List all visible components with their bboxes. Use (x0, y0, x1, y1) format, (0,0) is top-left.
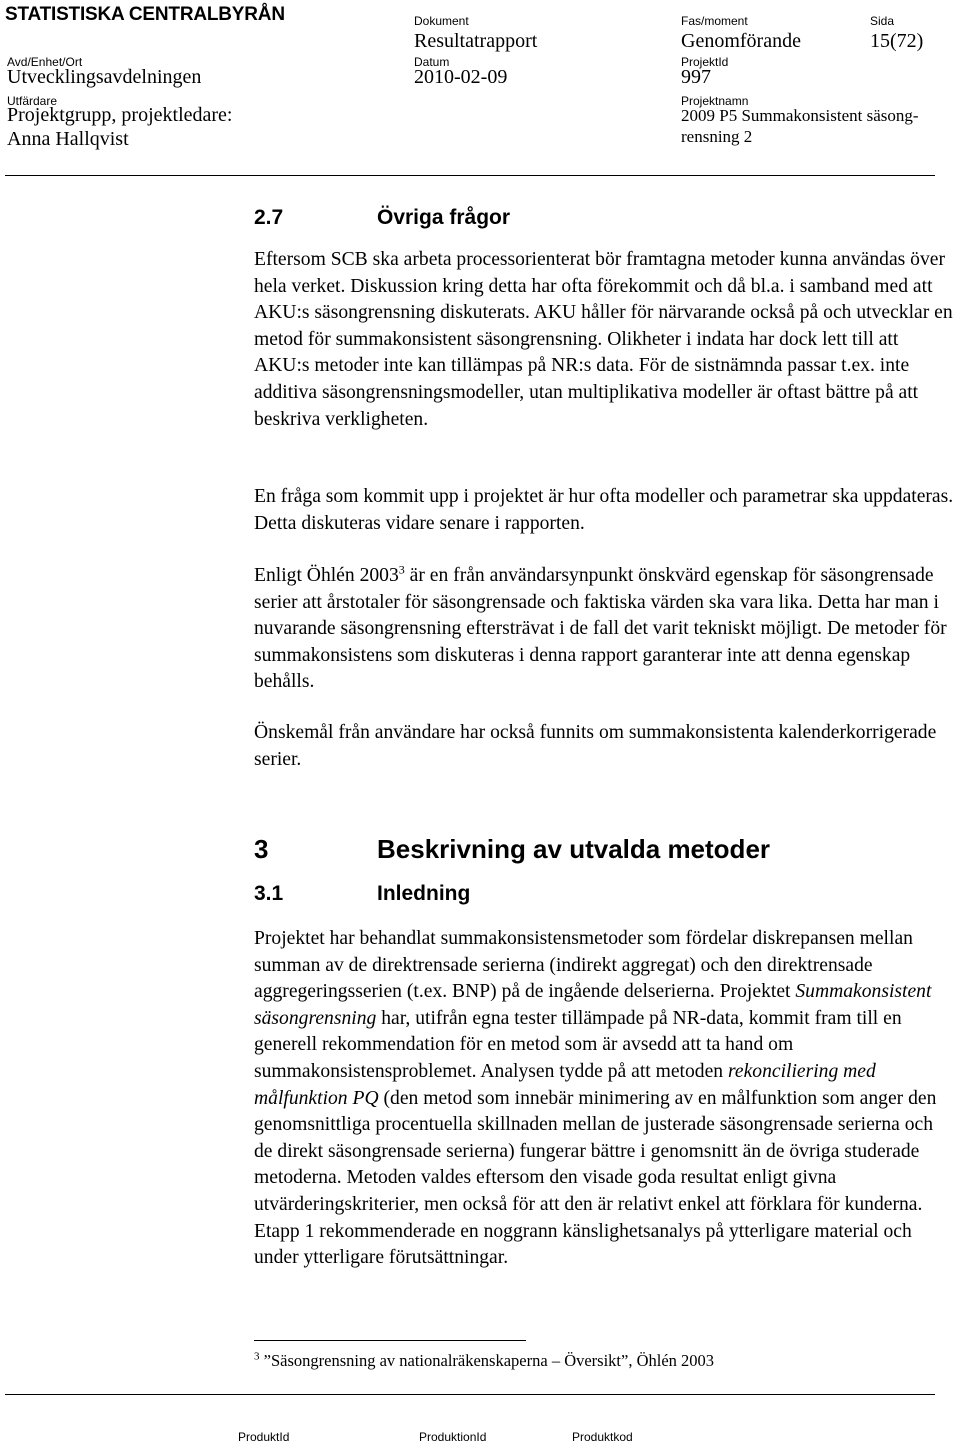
utfardare-label: Utfärdare (7, 94, 58, 108)
header-divider (5, 175, 935, 176)
footnote-number: 3 (254, 1350, 260, 1363)
produktid-label: ProduktId (238, 1430, 290, 1444)
dokument-label: Dokument (414, 14, 469, 28)
footer-divider (5, 1394, 935, 1395)
section-3-number: 3 (254, 834, 269, 864)
paragraph-kalenderkorrigerade: Önskemål från användare har också funnits om summakonsistenta kalenderkorrigerade serier. (254, 722, 937, 770)
dokument-value: Resultatrapport (414, 30, 538, 52)
utfardare-value-line-2: Anna Hallqvist (7, 128, 129, 150)
inledning-italic-method-name: rekonciliering med målfunktion PQ (254, 1060, 876, 1109)
projektnamn-value-line-1: 2009 P5 Summakonsistent säsong- (681, 106, 919, 125)
section-3-title: Beskrivning av utvalda metoder (377, 834, 771, 864)
inledning-text-3: (den metod som innebär minimering av en målfunktion som anger den genomsnittliga procentuella skillnaden mellan de justerade säsongrensade serierna och de direkt säsongrensade serierna) fungerar bättre i genomsnitt än de övriga studerade metoderna. Metoden valdes eftersom den visade goda resultat enligt givna utvärderingskriterier, men också för att den är relativt enkel att förklara för kunderna. Etapp 1 rekommenderade en noggrann känslighetsanalys på ytterligare material och under ytterligare förutsättningar. (254, 1087, 937, 1269)
ohlen-text-part-1: Enligt Öhlén 2003 (254, 565, 399, 586)
projektnamn-value-line-2: rensning 2 (681, 127, 753, 146)
projektid-label: ProjektId (681, 55, 729, 69)
inledning-text-1: Projektet har behandlat summakonsistensmetoder som fördelar diskrepansen mellan summan av de direktrensade serierna (indirekt aggregat) och den direktrensade aggregeringsserien (t.ex. BNP) på de ingående delserierna. Projektet (254, 928, 913, 1003)
fas-value: Genomförande (681, 30, 801, 52)
footnote-separator (254, 1340, 526, 1341)
sida-value: 15(72) (870, 30, 924, 52)
section-2-7-title: Övriga frågor (377, 206, 511, 229)
avd-label: Avd/Enhet/Ort (7, 55, 83, 69)
datum-value: 2010-02-09 (414, 66, 508, 88)
section-2-7-number: 2.7 (254, 206, 284, 229)
inledning-text-2: har, utifrån egna tester tillämpade på NR-data, kommit fram till en generell rekommendation för en metod som är avsedd att ta hand om summakonsistensproblemet. Analysen tydde på att metoden (254, 1007, 902, 1082)
utfardare-value-line-1: Projektgrupp, projektledare: (7, 104, 233, 126)
paragraph-processorienterat: Eftersom SCB ska arbeta processorienterat bör framtagna metoder kunna användas över hela verket. Diskussion kring detta har ofta förekommit och då bl.a. i samband med att AKU:s säsongrensning diskuterats. AKU håller för närvarande också på och utvecklar en metod för summakonsistent säsongrensning. Olikheter i indata har dock lett till att AKU:s metoder inte kan tillämpas på NR:s data. För de sistnämnda passar t.ex. inte additiva säsongrensningsmodeller, utan multiplikativa modeller är oftast bättre på att beskriva verkligheten. (254, 249, 953, 430)
organization-name: STATISTISKA CENTRALBYRÅN (5, 4, 285, 25)
section-3-1-number: 3.1 (254, 882, 284, 905)
ohlen-text-part-2: är en från användarsynpunkt önskvärd egenskap för säsongrensade serier att årstotaler för säsongrensade och faktiska värden ska vara lika. Detta har man i nuvarande säsongrensning eftersträvat i de fall det varit tekniskt möjligt. De metoder för summakonsistens som diskuteras i denna rapport garanterar inte att denna egenskap behålls. (254, 565, 947, 693)
produktionid-label: ProduktionId (419, 1430, 487, 1444)
avd-value: Utvecklingsavdelningen (7, 66, 202, 88)
footnote-reference[interactable]: 3 (398, 562, 405, 577)
sida-label: Sida (870, 14, 895, 28)
datum-label: Datum (414, 55, 450, 69)
produktkod-label: Produktkod (572, 1430, 633, 1444)
paragraph-inledning (254, 926, 956, 1272)
fas-label: Fas/moment (681, 14, 748, 28)
projektid-value: 997 (681, 66, 711, 88)
projektnamn-label: Projektnamn (681, 94, 749, 108)
section-3-1-title: Inledning (377, 882, 471, 905)
paragraph-ohlen (254, 563, 956, 696)
inledning-italic-project-name: Summakonsistent säsongrensning (254, 981, 932, 1029)
footnote (254, 1351, 714, 1371)
paragraph-uppdatering: En fråga som kommit upp i projektet är hur ofta modeller och parametrar ska uppdateras. Detta diskuteras vidare senare i rapporten. (254, 486, 954, 534)
footnote-text: ”Säsongrensning av nationalräkenskaperna – Översikt”, Öhlén 2003 (263, 1351, 715, 1370)
